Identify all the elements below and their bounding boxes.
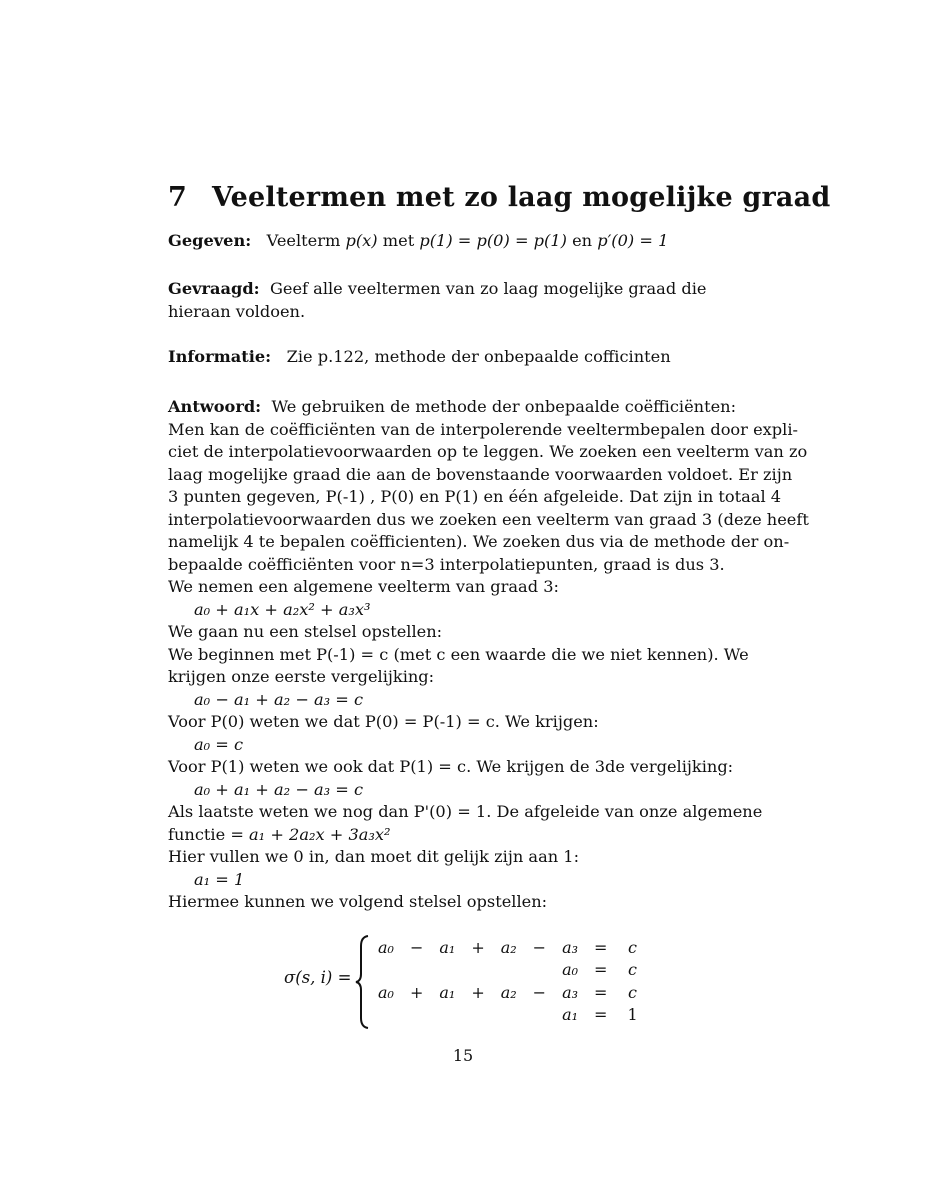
page-number: 15 [452,1046,474,1065]
answer-line: bepaalde coëfficiënten voor n=3 interpolatiepunten, graad is dus 3. [168,554,725,574]
system-row [372,981,648,1004]
answer-line: ciet de interpolatievoorwaarden op te leggen. We zoeken een veelterm van zo [168,442,808,461]
system-cell: a₀ [378,982,394,1002]
fill-line: Hier vullen we 0 in, dan moet dit gelijk zijn aan 1: [168,847,580,866]
system-cell: a₂ [500,982,517,1002]
system-cell: − [532,937,547,957]
final-line: Hiermee kunnen we volgend stelsel opstellen: [168,892,548,911]
system-cell: a₂ [500,937,517,957]
system-cell [495,959,523,982]
system-cell: c [628,937,638,957]
answer-line: interpolatievoorwaarden dus we zoeken een veelterm van graad 3 (deze heeft [168,509,809,529]
system-cell: a₁ [439,937,456,957]
equation-system [284,934,644,1030]
system-cell: + [471,982,485,1002]
system-cell: a₀ [562,960,579,980]
system-cell: = [594,982,608,1002]
gegeven-met: met [377,231,420,250]
section-title: Veeltermen met zo laag mogelijke graad [212,182,831,213]
p1-line: Voor P(1) weten we ook dat P(1) = c. We krijgen de 3de vergelijking: [168,757,734,776]
gegeven-condition: p(1) = p(0) = p(1) [419,231,567,250]
answer-line: Men kan de coëfficiënten van de interpolerende veeltermbepalen door expli- [168,419,798,439]
derivative-line: Als laatste weten we nog dan P'(0) = 1. De afgeleide van onze algemene [168,802,763,821]
gegeven-en: en [566,231,598,250]
system-cell [400,959,433,982]
antwoord-intro: We gebruiken de methode der onbepaalde coëfficiënten: [271,397,737,416]
stelsel-intro: We gaan nu een stelsel opstellen: [168,622,443,641]
system-cell: + [409,982,424,1002]
system-row [372,936,648,959]
informatie-text: Zie p.122, methode der onbepaalde cofficinten [286,347,671,366]
derivative-function: a₁ + 2a₂x + 3a₃x² [249,824,391,844]
begin-line: We beginnen met P(-1) = c (met c een waarde die we niet kennen). We [168,644,749,664]
section-heading [168,182,830,213]
system-cell [372,1004,400,1027]
gevraagd-label: Gevraagd: [168,279,260,298]
general-polynomial: a₀ + a₁x + a₂x² + a₃x³ [194,599,371,619]
system-cell: c [628,960,638,980]
equation-2: a₀ = c [194,734,244,754]
system-row [372,959,648,982]
p0-line: Voor P(0) weten we dat P(0) = P(-1) = c. We krijgen: [168,712,599,731]
gegeven-text: Veelterm [266,231,346,250]
gevraagd-text: Geef alle veeltermen van zo laag mogelijke graad die hieraan voldoen. [168,279,707,321]
answer-line: laag mogelijke graad die aan de bovenstaande voorwaarden voldoet. Er zijn [168,464,793,484]
system-cell: = [594,937,608,957]
general-polynomial-intro: We nemen een algemene veelterm van graad 3: [168,577,559,596]
gegeven-paragraph [168,230,758,253]
antwoord-label: Antwoord: [168,397,262,416]
informatie-paragraph [168,346,758,369]
answer-line: 3 punten gegeven, P(-1) , P(0) en P(1) en één afgeleide. Dat zijn in totaal 4 [168,487,782,506]
gevraagd-paragraph [168,278,758,323]
system-cell: a₁ [439,982,456,1002]
answer-line: namelijk 4 te bepalen coëfficienten). We zoeken dus via de methode der on- [168,532,790,551]
system-cell: − [532,982,547,1002]
system-table [372,936,648,1026]
derivative-line-prefix: functie = [168,824,250,844]
equation-3: a₀ + a₁ + a₂ − a₃ = c [194,779,364,799]
antwoord-section [168,396,809,914]
begin-line: krijgen onze eerste vergelijking: [168,667,435,686]
system-cell [495,1004,523,1027]
gegeven-label: Gegeven: [168,231,252,250]
system-lhs: σ(s, i) = [284,968,352,987]
equation-4: a₁ = 1 [194,869,245,889]
system-cell [461,959,494,982]
system-cell [400,1004,433,1027]
system-cell [372,959,400,982]
section-number: 7 [168,182,187,213]
system-cell: a₀ [378,937,394,957]
left-brace-icon [354,934,370,1030]
system-row [372,1004,648,1027]
system-cell: = [594,1005,608,1025]
system-cell: + [471,937,485,957]
system-cell: a₃ [562,982,579,1002]
system-cell: = [594,960,608,980]
equation-1: a₀ − a₁ + a₂ − a₃ = c [194,689,364,709]
system-cell: c [628,982,638,1002]
system-cell [461,1004,494,1027]
system-cell [433,959,461,982]
gegeven-derivative: p′(0) = 1 [597,231,669,250]
system-cell [433,1004,461,1027]
system-cell: a₃ [562,937,579,957]
system-cell [523,959,556,982]
gegeven-px: p(x) [345,231,378,250]
system-cell: − [409,937,424,957]
system-cell: a₁ [562,1005,579,1025]
system-cell [523,1004,556,1027]
system-cell: 1 [627,1005,638,1025]
informatie-label: Informatie: [168,347,272,366]
